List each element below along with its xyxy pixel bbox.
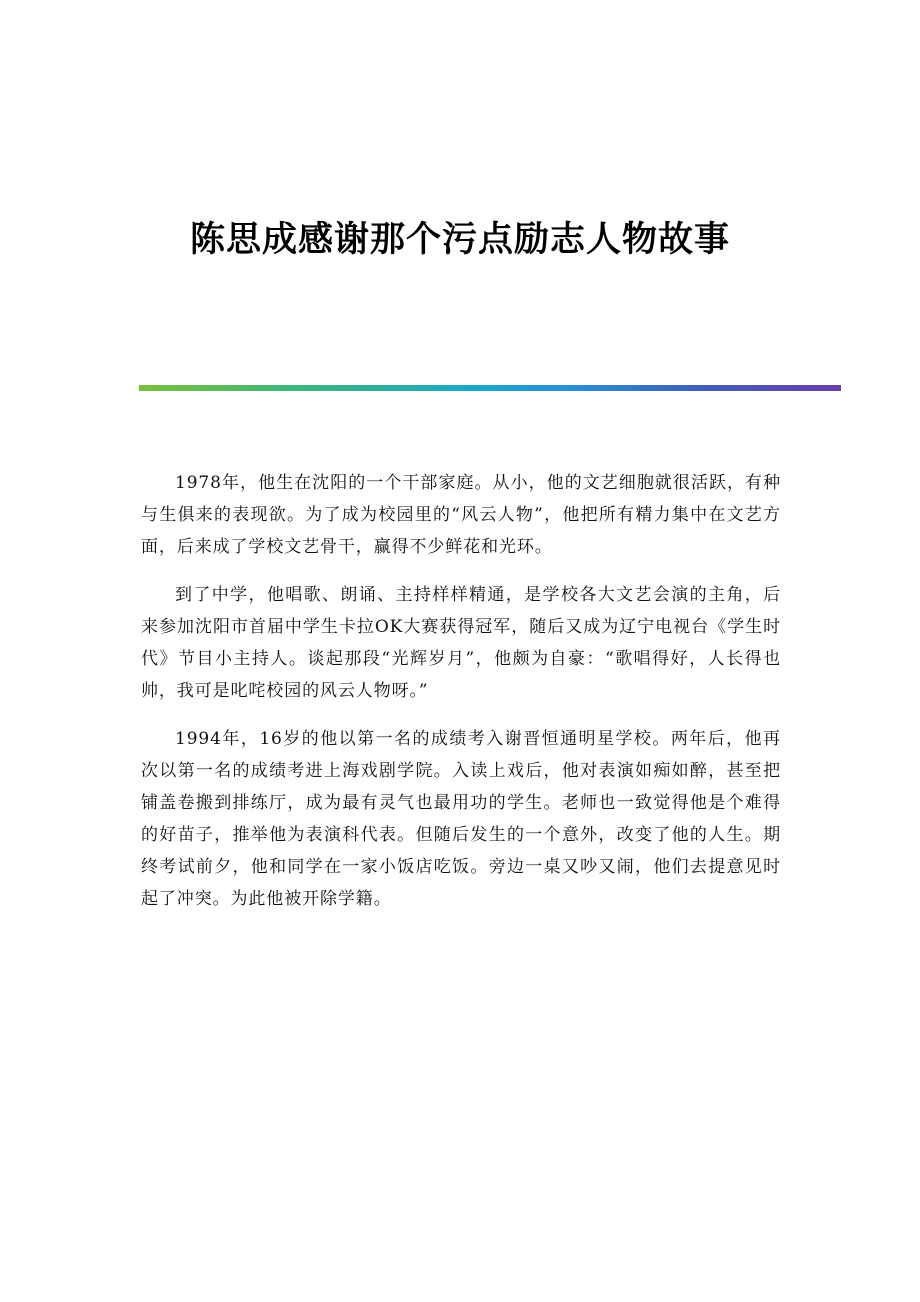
document-title: 陈思成感谢那个污点励志人物故事 bbox=[189, 219, 730, 260]
paragraph-2: 到了中学，他唱歌、朗诵、主持样样精通，是学校各大文艺会演的主角，后来参加沈阳市首届中学生卡拉OK大赛获得冠军，随后又成为辽宁电视台《学生时代》节目小主持人。谈起那段“光辉岁月”，他颇为自豪：“歌唱得好，人长得也帅，我可是叱咤校园的风云人物呀。” bbox=[141, 585, 781, 701]
paragraph-1: 1978年，他生在沈阳的一个干部家庭。从小，他的文艺细胞就很活跃，有种与生俱来的表现欲。为了成为校园里的“风云人物”，他把所有精力集中在文艺方面，后来成了学校文艺骨干，赢得不少鲜花和光环。 bbox=[141, 473, 781, 557]
title-divider bbox=[139, 385, 841, 391]
paragraph-3: 1994年，16岁的他以第一名的成绩考入谢晋恒通明星学校。两年后，他再次以第一名的成绩考进上海戏剧学院。入读上戏后，他对表演如痴如醉，甚至把铺盖卷搬到排练厅，成为最有灵气也最用功的学生。老师也一致觉得他是个难得的好苗子，推举他为表演科代表。但随后发生的一个意外，改变了他的人生。期终考试前夕，他和同学在一家小饭店吃饭。旁边一桌又吵又闹，他们去提意见时起了冲突。为此他被开除学籍。 bbox=[141, 729, 781, 909]
document-body bbox=[141, 467, 781, 931]
